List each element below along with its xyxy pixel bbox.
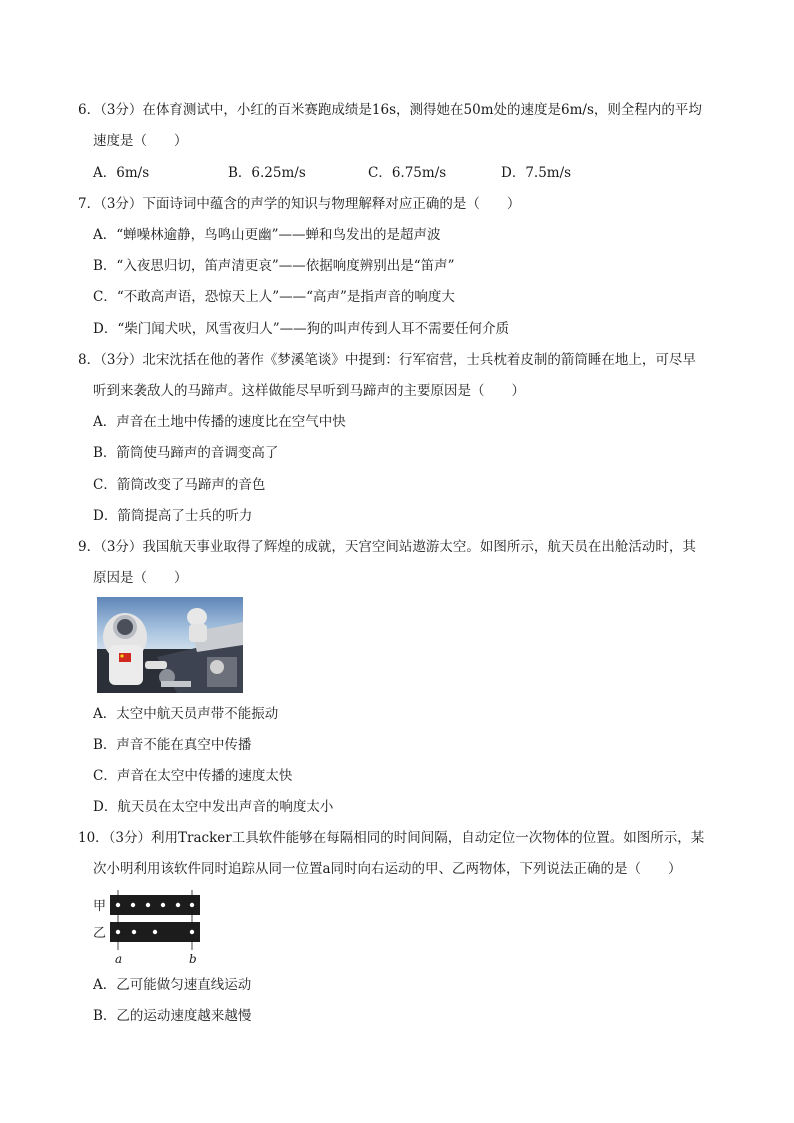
- row-label-jia: 甲: [93, 899, 107, 914]
- question-9-option-b: B．声音不能在真空中传播: [93, 737, 252, 753]
- question-7-option-d: D．“柴门闻犬吠，风雪夜归人”——狗的叫声传到人耳不需要任何介质: [93, 321, 510, 337]
- jia-point: [146, 903, 150, 907]
- question-7-option-c: C．“不敢高声语，恐惊天上人”——“高声”是指声音的响度大: [93, 289, 455, 305]
- question-9-stem-line-1: 9．（3分）我国航天事业取得了辉煌的成就，天宫空间站遨游太空。如图所示，航天员在出舱活动时，其: [78, 539, 696, 555]
- label-a: a: [115, 952, 123, 966]
- jia-point: [161, 903, 165, 907]
- track-jia: [110, 895, 200, 915]
- question-7-option-b: B．“入夜思归切，笛声清更哀”——依据响度辨别出是“笛声”: [93, 258, 455, 274]
- yi-point: [190, 930, 194, 934]
- question-9-option-d: D．航天员在太空中发出声音的响度太小: [93, 799, 334, 815]
- question-10-option-b: B．乙的运动速度越来越慢: [93, 1008, 252, 1024]
- jia-point: [190, 903, 194, 907]
- row-label-yi: 乙: [93, 926, 107, 941]
- question-9-option-a: A．太空中航天员声带不能振动: [93, 706, 279, 722]
- option-a: A．6m/s: [93, 165, 150, 181]
- question-7-option-a: A．“蝉噪林逾静，鸟鸣山更幽”——蝉和鸟发出的是超声波: [93, 227, 441, 243]
- question-6-options: [93, 164, 613, 182]
- question-10-option-a: A．乙可能做匀速直线运动: [93, 977, 252, 993]
- yi-point: [116, 930, 120, 934]
- question-8-option-a: A．声音在土地中传播的速度比在空气中快: [93, 414, 346, 430]
- question-6-stem-line-1: 6．（3分）在体育测试中，小红的百米赛跑成绩是16s，测得她在50m处的速度是6m/s，则全程内的平均: [78, 102, 702, 118]
- option-d: D．7.5m/s: [501, 165, 572, 181]
- tracker-figure: [92, 890, 212, 968]
- question-8-option-b: B．箭筒使马蹄声的音调变高了: [93, 445, 279, 461]
- jia-point: [176, 903, 180, 907]
- option-c: C．6.75m/s: [368, 165, 447, 181]
- question-9-stem-line-2: 原因是（ ）: [93, 570, 188, 586]
- question-8-option-d: D．箭筒提高了士兵的听力: [93, 508, 253, 524]
- question-8-stem-line-2: 听到来袭敌人的马蹄声。这样做能尽早听到马蹄声的主要原因是（ ）: [93, 383, 525, 399]
- yi-point: [153, 930, 157, 934]
- astronaut-photo: [97, 597, 243, 693]
- jia-point: [116, 903, 120, 907]
- question-6-stem-line-2: 速度是（ ）: [93, 133, 188, 149]
- question-10-stem-line-1: 10．（3分）利用Tracker工具软件能够在每隔相同的时间间隔，自动定位一次物体的位置。如图所示，某: [78, 830, 705, 846]
- question-7-stem-line-1: 7．（3分）下面诗词中蕴含的声学的知识与物理解释对应正确的是（ ）: [78, 196, 521, 212]
- question-8-option-c: C．箭筒改变了马蹄声的音色: [93, 477, 266, 493]
- question-9-option-c: C．声音在太空中传播的速度太快: [93, 768, 293, 784]
- option-b: B．6.25m/s: [228, 165, 306, 181]
- label-b: b: [189, 952, 197, 966]
- jia-point: [131, 903, 135, 907]
- question-10-stem-line-2: 次小明利用该软件同时追踪从同一位置a同时向右运动的甲、乙两物体，下列说法正确的是（ ）: [93, 861, 682, 877]
- yi-point: [132, 930, 136, 934]
- question-8-stem-line-1: 8．（3分）北宋沈括在他的著作《梦溪笔谈》中提到：行军宿营，士兵枕着皮制的箭筒睡在地上，可尽早: [78, 352, 696, 368]
